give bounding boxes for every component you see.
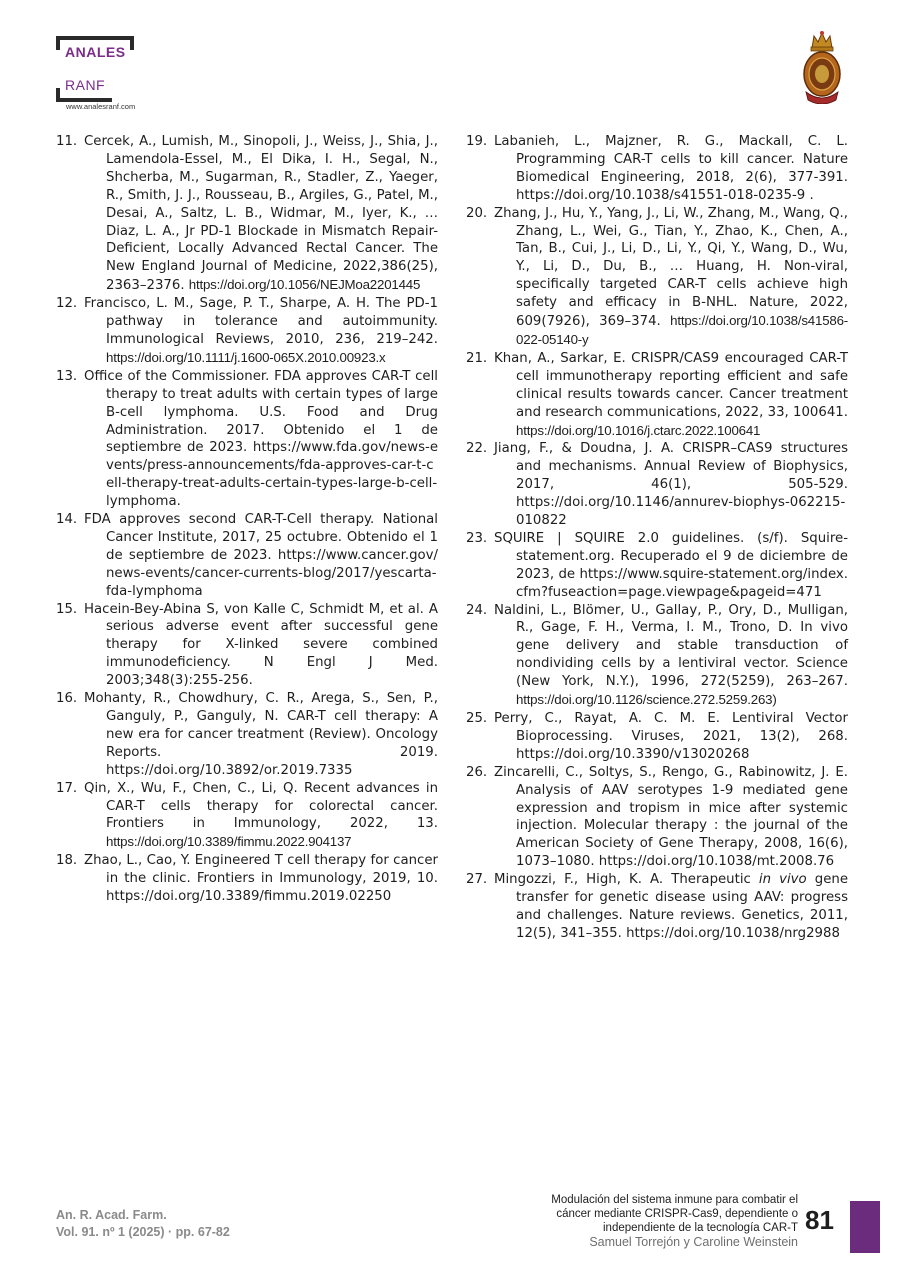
logo-url: www.analesranf.com xyxy=(66,102,136,111)
reference-list-left xyxy=(56,133,438,906)
journal-volume: Vol. 91. nº 1 (2025) · pp. 67-82 xyxy=(56,1225,230,1239)
reference-number: 26. xyxy=(466,764,488,780)
reference-text: Cercek, A., Lumish, M., Sinopoli, J., Weiss, J., Shia, J., Lamendola-Essel, M., El Dika, I. H., Segal, N., Shcherba, M., Sugarman, R., Stadler, Z., Yaeger, R., Smith, J. J., Rousseau, B., Argiles, G., Patel, M., Desai, A., Saltz, L. B., Widmar, M., Iyer, K., … Diaz, L. A., Jr PD-1 Blockade in Mismatch Repair-Deficient, Locally Advanced Rectal Cancer. The New England Journal of Medicine, 2022,386(25), 2363–2376. xyxy=(84,134,438,294)
reference-19 xyxy=(466,133,848,205)
reference-25 xyxy=(466,710,848,764)
reference-doi-link[interactable]: https://doi.org/10.1038/mt.2008.76 xyxy=(598,854,835,870)
reference-number: 22. xyxy=(466,441,488,457)
reference-21 xyxy=(466,350,848,441)
reference-27 xyxy=(466,871,848,943)
reference-text: Zhao, L., Cao, Y. Engineered T cell therapy for cancer in the clinic. Frontiers in Immunology, 2019, 10. xyxy=(84,853,438,887)
reference-number: 24. xyxy=(466,602,488,618)
logo-bracket-top-right xyxy=(130,36,134,50)
reference-text: Mingozzi, F., High, K. A. Therapeutic xyxy=(494,872,759,888)
reference-18 xyxy=(56,852,438,906)
reference-16 xyxy=(56,690,438,780)
reference-number: 18. xyxy=(56,853,78,869)
reference-number: 17. xyxy=(56,780,78,796)
reference-text: Labanieh, L., Majzner, R. G., Mackall, C. L. Programming CAR-T cells to kill cancer. Nature Biomedical Engineering, 2018, 2(6), 377-391. xyxy=(494,134,848,185)
reference-number: 16. xyxy=(56,691,78,707)
references-column-left xyxy=(56,133,438,906)
reference-26 xyxy=(466,764,848,871)
reference-text: gene transfer for genetic disease using AAV: progress and challenges. Nature reviews. Genetics, 2011, 12(5), 341–355. xyxy=(516,872,849,941)
royal-academy-crest-icon xyxy=(800,30,844,104)
reference-13 xyxy=(56,368,438,511)
reference-number: 20. xyxy=(466,205,488,221)
reference-url-link[interactable]: https://www.cancer.gov/news-events/cancer-currents-blog/2017/yescarta-fda-lymphoma xyxy=(106,547,438,599)
reference-text: Zhang, J., Hu, Y., Yang, J., Li, W., Zhang, M., Wang, Q., Zhang, L., Wei, G., Tian, Y., Zhao, K., Chen, A., Tan, B., Cui, J., Li, D., Li, Y., Qi, Y., Wang, D., Wu, Y., Li, D., Du, B., … Huang, H. Non-viral, specifically targeted CAR-T cells achieve high safety and efficacy in B-NHL. Nature, 2022, 609(7926), 369–374. xyxy=(494,205,848,330)
reference-doi-link[interactable]: https://doi.org/10.1146/annurev-biophys-062215-010822 xyxy=(516,495,846,529)
reference-text: Qin, X., Wu, F., Chen, C., Li, Q. Recent advances in CAR-T cells therapy for colorectal cancer. Frontiers in Immunology, 2022, 13. xyxy=(84,780,438,832)
reference-24 xyxy=(466,602,848,710)
reference-number: 13. xyxy=(56,368,78,384)
reference-doi-link[interactable]: https://doi.org/10.1111/j.1600-065X.2010.00923.x xyxy=(106,349,386,365)
reference-doi-link[interactable]: https://doi.org/10.3892/or.2019.7335 xyxy=(106,762,353,778)
reference-text: Khan, A., Sarkar, E. CRISPR/CAS9 encouraged CAR-T cell immunotherapy reporting efficient and safe clinical results towards cancer. Cancer treatment and research communications, 2022, 33, 100641. xyxy=(494,350,848,420)
reference-doi-link[interactable]: https://doi.org/10.1038/s41551-018-0235-9 . xyxy=(516,187,814,203)
page-accent-bar xyxy=(850,1201,880,1253)
reference-number: 23. xyxy=(466,530,488,546)
running-title-line: cáncer mediante CRISPR-Cas9, dependiente o xyxy=(556,1208,798,1220)
running-title xyxy=(468,1193,798,1249)
journal-logo xyxy=(56,36,206,116)
reference-number: 14. xyxy=(56,512,78,528)
reference-text: Mohanty, R., Chowdhury, C. R., Arega, S., Sen, P., Ganguly, P., Ganguly, N. CAR-T cell therapy: A new era for cancer treatment (Review). Oncology Reports. 2019. xyxy=(84,691,438,760)
reference-number: 15. xyxy=(56,601,78,617)
reference-14 xyxy=(56,511,438,601)
reference-text-italic: in vivo xyxy=(758,872,807,888)
reference-number: 11. xyxy=(56,134,78,149)
reference-list-right xyxy=(466,133,848,943)
journal-citation xyxy=(56,1207,230,1241)
reference-20 xyxy=(466,205,848,350)
reference-number: 21. xyxy=(466,350,488,366)
running-authors: Samuel Torrejón y Caroline Weinstein xyxy=(589,1235,798,1249)
reference-text: Francisco, L. M., Sage, P. T., Sharpe, A. H. The PD-1 pathway in tolerance and autoimmunity. Immunological Reviews, 2010, 236, 219–242. xyxy=(84,296,438,347)
reference-text: Office of the Commissioner. FDA approves CAR-T cell therapy to treat adults with certain types of large B-cell lymphoma. U.S. Food and Drug Administration. 2017. Obtenido el 1 de septiembre de 2023. xyxy=(84,368,438,456)
reference-text: Zincarelli, C., Soltys, S., Rengo, G., Rabinowitz, J. E. Analysis of AAV serotypes 1-9 mediated gene expression and tropism in mice after systemic injection. Molecular therapy : the journal of the American Society of Gene Therapy, 2008, 16(6), 1073–1080. xyxy=(494,764,848,870)
references-column-right xyxy=(466,133,848,943)
reference-number: 25. xyxy=(466,711,488,726)
reference-url-link[interactable]: https://www.squire-statement.org/index.cfm?fuseaction=page.viewpage&pageid=471 xyxy=(516,566,848,600)
reference-text: Naldini, L., Blömer, U., Gallay, P., Ory, D., Mulligan, R., Gage, F. H., Verma, I. M., Trono, D. In vivo gene delivery and stable transduction of nondividing cells by a lentiviral vector. Science (New York, N.Y.), 1996, 272(5259), 263–267. xyxy=(494,602,848,690)
reference-doi-link[interactable]: https://doi.org/10.1056/NEJMoa2201445 xyxy=(188,277,421,293)
reference-doi-link[interactable]: https://doi.org/10.1016/j.ctarc.2022.100641 xyxy=(516,422,761,438)
reference-15 xyxy=(56,601,438,691)
reference-doi-link[interactable]: https://doi.org/10.3390/v13020268 xyxy=(516,746,750,762)
reference-doi-link[interactable]: https://doi.org/10.1126/science.272.5259.263) xyxy=(516,692,777,708)
reference-doi-link[interactable]: https://doi.org/10.3389/fimmu.2019.02250 xyxy=(106,889,392,905)
reference-doi-link[interactable]: https://doi.org/10.1038/s41586-022-05140-y xyxy=(516,313,849,347)
logo-word-ranf: RANF xyxy=(65,77,106,93)
reference-text: Jiang, F., & Doudna, J. A. CRISPR–CAS9 structures and mechanisms. Annual Review of Biophysics, 2017, 46(1), 505-529. xyxy=(494,441,848,493)
logo-bracket-top xyxy=(56,36,134,40)
running-title-line: independiente de la tecnología CAR-T xyxy=(603,1222,798,1234)
reference-text: SQUIRE | SQUIRE 2.0 guidelines. (s/f). Squire-statement.org. Recuperado el 9 de diciembre de 2023, de xyxy=(494,530,848,582)
reference-doi-link[interactable]: https://doi.org/10.3389/fimmu.2022.904137 xyxy=(106,834,352,850)
reference-11 xyxy=(56,133,438,295)
journal-name: An. R. Acad. Farm. xyxy=(56,1208,167,1222)
reference-number: 27. xyxy=(466,872,488,888)
reference-number: 12. xyxy=(56,296,78,312)
reference-doi-link[interactable]: https://doi.org/10.1038/nrg2988 xyxy=(626,925,840,941)
logo-bracket-top-left xyxy=(56,36,60,50)
logo-word-anales: ANALES xyxy=(65,44,126,60)
reference-text: Perry, C., Rayat, A. C. M. E. Lentiviral Vector Bioprocessing. Viruses, 2021, 13(2), 268. xyxy=(494,711,848,744)
reference-text: FDA approves second CAR-T-Cell therapy. National Cancer Institute, 2017, 25 octubre. Obtenido el 1 de septiembre de 2023. xyxy=(84,512,438,563)
reference-12 xyxy=(56,295,438,368)
running-title-line: Modulación del sistema inmune para combatir el xyxy=(551,1194,798,1206)
reference-17 xyxy=(56,780,438,853)
reference-23 xyxy=(466,530,848,602)
reference-url-link[interactable]: https://www.fda.gov/news-events/press-announcements/fda-approves-car-t-cell-therapy-treat-adults-certain-types-large-b-cell-lymphoma. xyxy=(106,440,438,510)
reference-text: Hacein-Bey-Abina S, von Kalle C, Schmidt M, et al. A serious adverse event after successful gene therapy for X-linked severe combined immunodeficiency. N Engl J Med. 2003;348(3):255-256. xyxy=(84,601,438,689)
page-number: 81 xyxy=(805,1205,834,1235)
reference-22 xyxy=(466,440,848,530)
reference-number: 19. xyxy=(466,134,488,149)
